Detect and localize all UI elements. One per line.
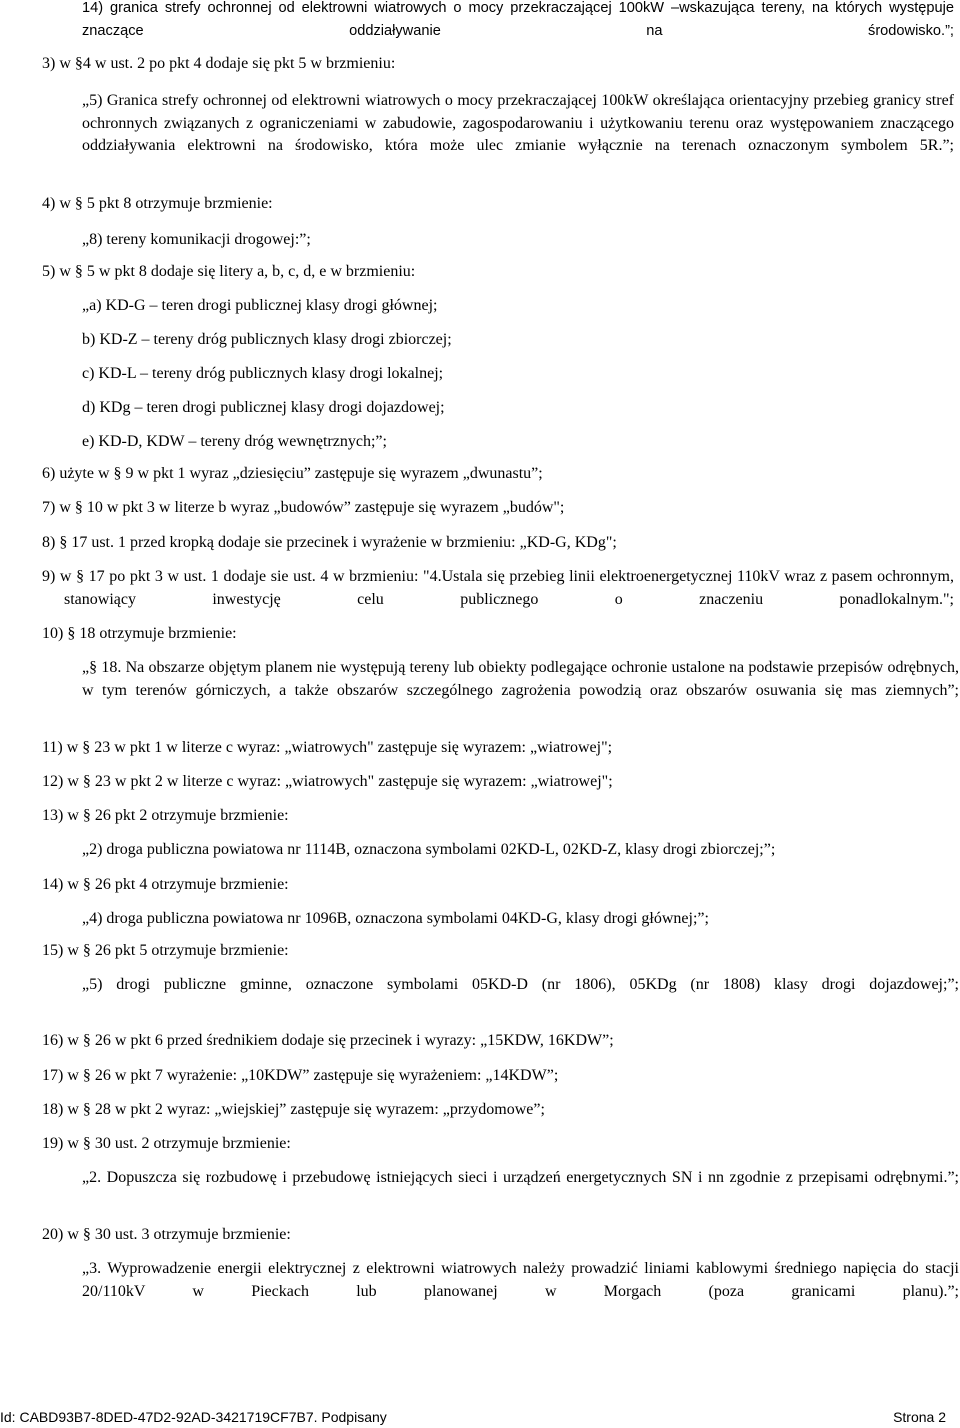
quoted-item-8: „8) tereny komunikacji drogowej:”; (82, 231, 311, 248)
page-number: Strona 2 (893, 1409, 946, 1425)
item-18: 18) w § 28 w pkt 2 wyraz: „wiejskiej” zastępuje się wyrazem: „przydomowe”; (42, 1101, 545, 1118)
letter-b-kd-z: b) KD-Z – tereny dróg publicznych klasy drogi zbiorczej; (82, 331, 452, 348)
quoted-ust-3: „3. Wyprowadzenie energii elektrycznej z elektrowni wiatrowych należy prowadzić liniami kablowymi średniego napięcia do stacji 20/110kV w Pieckach lub planowanej w Morgach (poza granicami planu).”; (82, 1260, 959, 1300)
item-20-heading: 20) w § 30 ust. 3 otrzymuje brzmienie: (42, 1226, 291, 1243)
item-4-heading: 4) w § 5 pkt 8 otrzymuje brzmienie: (42, 195, 273, 212)
item-5-heading: 5) w § 5 w pkt 8 dodaje się litery a, b, c, d, e w brzmieniu: (42, 263, 416, 280)
item-8: 8) § 17 ust. 1 przed kropką dodaje sie przecinek i wyrażenie w brzmieniu: „KD-G, KDg"; (42, 534, 617, 551)
item-14-heading: 14) w § 26 pkt 4 otrzymuje brzmienie: (42, 876, 289, 893)
quoted-item-2-road: „2) droga publiczna powiatowa nr 1114B, oznaczona symbolami 02KD-L, 02KD-Z, klasy drogi zbiorczej;”; (82, 841, 776, 858)
page-footer (0, 1407, 960, 1428)
quoted-section-18: „§ 18. Na obszarze objętym planem nie występują tereny lub obiekty podlegające ochronie ustalone na podstawie przepisów odrębnych, w tym terenów górniczych, a także obszarów szczególnego zagrożenia powodzią oraz obszarów osuwania się mas ziemnych”; (82, 659, 959, 699)
quoted-ust-2: „2. Dopuszcza się rozbudowę i przebudowę istniejących sieci i urządzeń energetycznych SN i nn zgodnie z przepisami odrębnymi.”; (82, 1169, 959, 1186)
paragraph-14-boundary-end: 14) granica strefy ochronnej od elektrowni wiatrowych o mocy przekraczającej 100kW –wskazująca tereny, na których występuje znaczące oddziaływanie na środowisko.”; (82, 0, 954, 39)
item-7: 7) w § 10 w pkt 3 w literze b wyraz „budowów” zastępuje się wyrazem „budów"; (42, 499, 565, 516)
item-13-heading: 13) w § 26 pkt 2 otrzymuje brzmienie: (42, 807, 289, 824)
item-19-heading: 19) w § 30 ust. 2 otrzymuje brzmienie: (42, 1135, 291, 1152)
quoted-item-5-boundary: „5) Granica strefy ochronnej od elektrowni wiatrowych o mocy przekraczającej 100kW określająca orientacyjny przebieg granicy stref ochronnych związanych z ograniczeniami w zabudowie, zagospodarowaniu i użytkowaniu terenu oraz występowaniem znaczącego oddziaływania elektrowni na środowisko, która może ulec zmianie wyłącznie na terenach oznaczonym symbolem 5R.”; (82, 92, 954, 154)
item-10-heading: 10) § 18 otrzymuje brzmienie: (42, 625, 237, 642)
item-15-heading: 15) w § 26 pkt 5 otrzymuje brzmienie: (42, 942, 289, 959)
letter-c-kd-l: c) KD-L – tereny dróg publicznych klasy drogi lokalnej; (82, 365, 444, 382)
item-3-heading: 3) w §4 w ust. 2 po pkt 4 dodaje się pkt 5 w brzmieniu: (42, 55, 396, 72)
item-9: 9) w § 17 po pkt 3 w ust. 1 dodaje sie ust. 4 w brzmieniu: "4.Ustala się przebieg linii elektroenergetycznej 110kV wraz z pasem ochronnym, stanowiący inwestycję celu publicznego o znaczeniu ponadlokalnym."; (42, 568, 954, 608)
quoted-item-5-roads: „5) drogi publiczne gminne, oznaczone symbolami 05KD-D (nr 1806), 05KDg (nr 1808) klasy drogi dojazdowej;”; (82, 976, 959, 993)
item-12: 12) w § 23 w pkt 2 w literze c wyraz: „wiatrowych" zastępuje się wyrazem: „wiatrowej"; (42, 773, 613, 790)
letter-a-kd-g: „a) KD-G – teren drogi publicznej klasy drogi głównej; (82, 297, 438, 314)
item-11: 11) w § 23 w pkt 1 w literze c wyraz: „wiatrowych" zastępuje się wyrazem: „wiatrowej"; (42, 739, 613, 756)
quoted-item-4-road: „4) droga publiczna powiatowa nr 1096B, oznaczona symbolami 04KD-G, klasy drogi głównej;”; (82, 910, 709, 927)
item-6: 6) użyte w § 9 w pkt 1 wyraz „dziesięciu” zastępuje się wyrazem „dwunastu”; (42, 465, 543, 482)
letter-d-kdg: d) KDg – teren drogi publicznej klasy drogi dojazdowej; (82, 399, 445, 416)
item-17: 17) w § 26 w pkt 7 wyrażenie: „10KDW” zastępuje się wyrażeniem: „14KDW”; (42, 1067, 559, 1084)
document-id: Id: CABD93B7-8DED-47D2-92AD-3421719CF7B7. Podpisany (0, 1409, 387, 1425)
item-16: 16) w § 26 w pkt 6 przed średnikiem dodaje się przecinek i wyrazy: „15KDW, 16KDW”; (42, 1032, 614, 1049)
letter-e-kd-d-kdw: e) KD-D, KDW – tereny dróg wewnętrznych;”; (82, 433, 387, 450)
